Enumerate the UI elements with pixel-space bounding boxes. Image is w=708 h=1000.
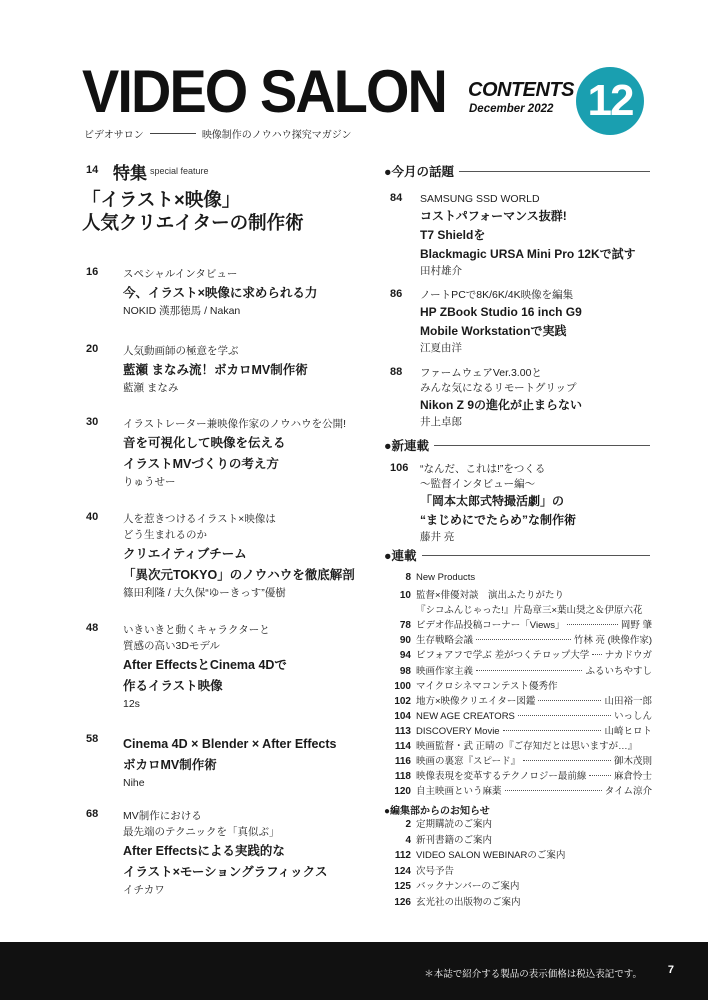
entry-title: Cinema 4D × Blender × After Effects bbox=[123, 737, 337, 751]
notice-page-number: 2 bbox=[405, 819, 411, 830]
series-page-number: 102 bbox=[394, 695, 411, 707]
series-row bbox=[384, 632, 652, 647]
series-list bbox=[384, 572, 652, 798]
entry-author: りゅうせー bbox=[123, 476, 176, 488]
section-new-series-label: ●新連載 bbox=[384, 439, 430, 453]
series-row bbox=[384, 572, 652, 587]
series-row bbox=[384, 753, 652, 768]
notice-row bbox=[384, 832, 652, 848]
entry-lead: 質感の高い3Dモデル bbox=[123, 640, 220, 652]
series-title: NEW AGE CREATORS bbox=[416, 710, 515, 722]
entry-page-number: 88 bbox=[390, 366, 403, 378]
entry-author: 藍瀬 まなみ bbox=[123, 382, 179, 394]
entry-body bbox=[123, 416, 366, 490]
entry-author: 井上卓郎 bbox=[420, 416, 462, 428]
notice-row bbox=[384, 863, 652, 879]
leader-dots bbox=[523, 760, 611, 761]
logo-sub-right: 映像制作のノウハウ探究マガジン bbox=[201, 130, 352, 141]
entry-title: HP ZBook Studio 16 inch G9 bbox=[420, 305, 582, 319]
entry-body bbox=[123, 511, 366, 601]
entry-title: Mobile Workstationで実践 bbox=[420, 324, 567, 338]
series-row bbox=[384, 602, 652, 617]
entry-lead: ノートPCで8K/6K/4K映像を編集 bbox=[420, 289, 574, 301]
feature-label: 特集 bbox=[113, 164, 147, 183]
entry-lead: MV制作における bbox=[123, 810, 202, 822]
entry-page-number: 20 bbox=[86, 343, 99, 355]
series-author: 山崎ヒロト bbox=[604, 725, 652, 737]
series-page-number: 90 bbox=[399, 635, 411, 647]
entry-page-number: 86 bbox=[390, 288, 403, 300]
feature-page-number: 14 bbox=[86, 164, 99, 176]
entry-lead: いきいきと動くキャラクターと bbox=[123, 624, 270, 636]
section-series-label: ●連載 bbox=[384, 549, 417, 563]
entry-author: Nihe bbox=[123, 777, 145, 789]
toc-entry bbox=[86, 416, 366, 490]
entry-lead: 〜監督インタビュー編〜 bbox=[420, 478, 536, 490]
feature-title bbox=[82, 188, 304, 234]
subtitle-rule bbox=[150, 133, 196, 134]
series-page-number: 94 bbox=[399, 650, 411, 662]
series-row bbox=[384, 693, 652, 708]
entry-title: Blackmagic URSA Mini Pro 12Kで試す bbox=[420, 247, 636, 261]
toc-entry bbox=[86, 622, 366, 712]
entry-title: 「岡本太郎式特撮活劇」の bbox=[420, 494, 565, 508]
entry-page-number: 68 bbox=[86, 808, 99, 820]
series-title: New Products bbox=[416, 572, 476, 583]
entry-title: 作るイラスト映像 bbox=[123, 679, 223, 693]
entry-author: イチカワ bbox=[123, 884, 165, 896]
entry-page-number: 30 bbox=[86, 416, 99, 428]
toc-entry bbox=[86, 808, 366, 898]
series-page-number: 116 bbox=[394, 756, 411, 768]
section-rule bbox=[422, 555, 650, 556]
contents-label: CONTENTS bbox=[468, 79, 574, 101]
magazine-logo: VIDEO SALON bbox=[82, 58, 446, 125]
entry-page-number: 84 bbox=[390, 192, 403, 204]
toc-entry bbox=[390, 288, 652, 356]
entry-body bbox=[420, 192, 652, 279]
feature-title-line2: 人気クリエイターの制作術 bbox=[82, 212, 304, 233]
series-title: DISCOVERY Movie bbox=[416, 725, 500, 737]
entry-author: 篠田利隆 / 大久保“ゆーきっす”優樹 bbox=[123, 587, 286, 599]
series-title: 自主映画という麻薬 bbox=[416, 786, 502, 798]
leader-dots bbox=[567, 624, 617, 625]
series-page-number: 104 bbox=[394, 710, 411, 722]
series-title: 生存戦略会議 bbox=[416, 635, 474, 647]
entry-lead: 最先端のテクニックを「真似ぶ」 bbox=[123, 826, 280, 838]
footer-page-number: 7 bbox=[667, 964, 674, 976]
series-author: タイム涼介 bbox=[604, 786, 652, 798]
entry-title: T7 Shieldを bbox=[420, 228, 486, 242]
leader-dots bbox=[538, 700, 601, 701]
section-rule bbox=[459, 171, 650, 172]
series-author: ナカドウガ bbox=[604, 650, 652, 662]
entry-title: イラスト×モーショングラフィックス bbox=[123, 865, 328, 879]
series-row bbox=[384, 587, 652, 602]
entry-title: クリエイティブチーム bbox=[123, 547, 247, 561]
notice-row bbox=[384, 894, 652, 910]
series-page-number: 8 bbox=[405, 572, 411, 583]
series-row bbox=[384, 678, 652, 693]
entry-title: After EffectsとCinema 4Dで bbox=[123, 658, 287, 672]
series-author: いっしん bbox=[613, 710, 652, 722]
entry-body bbox=[123, 735, 366, 791]
notice-title: VIDEO SALON WEBINARのご案内 bbox=[416, 850, 566, 862]
series-page-number: 114 bbox=[394, 741, 411, 753]
entry-title: イラストMVづくりの考え方 bbox=[123, 457, 279, 471]
notice-title: 定期購読のご案内 bbox=[416, 819, 493, 830]
series-title: 監督×俳優対談 演出ふたりがたり bbox=[416, 590, 565, 602]
logo-sub-left: ビデオサロン bbox=[84, 130, 144, 141]
feature-label-en: special feature bbox=[150, 166, 209, 176]
leader-dots bbox=[518, 715, 611, 716]
series-row bbox=[384, 663, 652, 678]
entry-lead: SAMSUNG SSD WORLD bbox=[420, 193, 540, 205]
series-title: 映像表現を変革するテクノロジー最前線 bbox=[416, 771, 587, 783]
entry-page-number: 58 bbox=[86, 733, 99, 745]
notice-title: バックナンバーのご案内 bbox=[416, 881, 520, 893]
entry-page-number: 106 bbox=[390, 462, 409, 474]
entry-author: 藤井 亮 bbox=[420, 531, 455, 543]
series-row bbox=[384, 723, 652, 738]
notice-page-number: 124 bbox=[394, 865, 411, 877]
entry-author: 田村雄介 bbox=[420, 265, 462, 277]
issue-number-badge: 12 bbox=[576, 67, 644, 135]
series-title: 『シコふんじゃった!』片島章三×葉山奨之＆伊原六花 bbox=[416, 605, 643, 617]
toc-entry bbox=[390, 192, 652, 279]
entry-lead: スペシャルインタビュー bbox=[123, 268, 238, 280]
notice-title: 新刊書籍のご案内 bbox=[416, 834, 493, 846]
entry-page-number: 40 bbox=[86, 511, 99, 523]
toc-entry bbox=[390, 366, 652, 430]
series-page-number: 113 bbox=[394, 725, 411, 737]
entry-page-number: 16 bbox=[86, 266, 99, 278]
toc-entry bbox=[390, 462, 652, 545]
entry-title: 「異次元TOKYO」のノウハウを徹底解剖 bbox=[123, 568, 355, 582]
entry-title: 音を可視化して映像を伝える bbox=[123, 436, 286, 450]
series-author: 麻倉怜士 bbox=[613, 771, 652, 783]
entry-title: コストパフォーマンス抜群! bbox=[420, 209, 567, 223]
series-author: 山田裕一郎 bbox=[604, 695, 652, 707]
entry-title: After Effectsによる実践的な bbox=[123, 844, 285, 858]
notices-list bbox=[384, 816, 652, 910]
series-title: 映画作家主義 bbox=[416, 665, 474, 677]
section-topics bbox=[384, 162, 650, 180]
series-row bbox=[384, 783, 652, 798]
entry-body bbox=[123, 266, 366, 319]
series-title: 映画の裏窓『スピード』 bbox=[416, 756, 521, 768]
notice-page-number: 125 bbox=[394, 881, 411, 893]
leader-dots bbox=[476, 670, 582, 671]
toc-entry bbox=[86, 733, 366, 791]
entry-page-number: 48 bbox=[86, 622, 99, 634]
entry-body bbox=[123, 808, 366, 898]
series-title: ビフォアフで学ぶ 差がつくテロップ大学 bbox=[416, 650, 590, 662]
entry-author: 江夏由洋 bbox=[420, 342, 462, 354]
series-title: マイクロシネマコンテスト優秀作 bbox=[416, 680, 558, 692]
entry-body bbox=[420, 366, 652, 430]
entry-title: 藍瀬 まなみ流！ボカロMV制作術 bbox=[123, 363, 308, 377]
section-series bbox=[384, 546, 650, 564]
leader-dots bbox=[589, 775, 611, 776]
series-author: 岡野 肇 bbox=[620, 620, 652, 632]
leader-dots bbox=[476, 639, 571, 640]
toc-entry bbox=[86, 343, 366, 396]
feature-title-line1: 「イラスト×映像」 bbox=[82, 189, 241, 210]
series-row bbox=[384, 768, 652, 783]
series-page-number: 100 bbox=[394, 680, 411, 692]
notice-page-number: 126 bbox=[394, 896, 411, 908]
notice-row bbox=[384, 816, 652, 832]
series-page-number: 98 bbox=[399, 665, 411, 677]
entry-lead: イラストレーター兼映像作家のノウハウを公開! bbox=[123, 418, 347, 430]
series-title: 映画監督・武 正晴の『ご存知だとは思いますが…』 bbox=[416, 741, 638, 753]
section-new-series bbox=[384, 436, 650, 454]
entry-body bbox=[123, 622, 366, 712]
section-notices-label: ●編集部からのお知らせ bbox=[384, 806, 490, 817]
notice-row bbox=[384, 847, 652, 863]
leader-dots bbox=[505, 790, 602, 791]
notice-row bbox=[384, 878, 652, 894]
toc-entry bbox=[86, 266, 366, 319]
leader-dots bbox=[592, 654, 601, 655]
entry-title: “まじめにでたらめ”な制作術 bbox=[420, 513, 577, 527]
section-topics-label: ●今月の話題 bbox=[384, 165, 455, 179]
series-page-number: 118 bbox=[394, 771, 411, 783]
entry-body bbox=[420, 288, 652, 356]
series-row bbox=[384, 617, 652, 632]
footer-bar bbox=[0, 942, 708, 1000]
entry-title: ボカロMV制作術 bbox=[123, 758, 217, 772]
notice-page-number: 112 bbox=[394, 850, 411, 862]
entry-lead: ファームウェアVer.3.00と bbox=[420, 367, 542, 379]
series-title: 地方×映像クリエイター図鑑 bbox=[416, 695, 536, 707]
entry-lead: 人気動画師の極意を学ぶ bbox=[123, 345, 239, 357]
entry-lead: “なんだ、これは!”をつくる bbox=[420, 463, 546, 475]
section-rule bbox=[434, 445, 650, 446]
series-row bbox=[384, 708, 652, 723]
notice-page-number: 4 bbox=[405, 834, 411, 846]
entry-author: NOKID 漢那徳馬 / Nakan bbox=[123, 305, 241, 317]
series-row bbox=[384, 738, 652, 753]
entry-lead: みんな気になるリモートグリップ bbox=[420, 382, 577, 394]
issue-date: December 2022 bbox=[469, 103, 554, 115]
entry-lead: 人を惹きつけるイラスト×映像は bbox=[123, 513, 276, 525]
leader-dots bbox=[503, 730, 602, 731]
footer-note: ＊本誌で紹介する製品の表示価格は税込表記です。 bbox=[424, 969, 642, 980]
series-author: 竹林 亮 (映像作家) bbox=[573, 635, 652, 647]
series-page-number: 120 bbox=[394, 786, 411, 798]
series-row bbox=[384, 647, 652, 662]
series-page-number: 78 bbox=[399, 620, 411, 632]
entry-body bbox=[123, 343, 366, 396]
entry-body bbox=[420, 462, 652, 545]
toc-entry bbox=[86, 511, 366, 601]
notice-title: 次号予告 bbox=[416, 865, 455, 877]
series-author: 御木茂則 bbox=[613, 756, 652, 768]
entry-lead: どう生まれるのか bbox=[123, 529, 207, 541]
series-author: ふるいちやすし bbox=[585, 665, 652, 677]
series-page-number: 10 bbox=[399, 590, 411, 602]
entry-title: Nikon Z 9の進化が止まらない bbox=[420, 398, 583, 412]
series-title: ビデオ作品投稿コーナー「Views」 bbox=[416, 620, 565, 632]
entry-author: 12s bbox=[123, 698, 140, 710]
logo-subtitle bbox=[84, 126, 352, 141]
notice-title: 玄光社の出版物のご案内 bbox=[416, 896, 521, 908]
entry-title: 今、イラスト×映像に求められる力 bbox=[123, 286, 318, 300]
